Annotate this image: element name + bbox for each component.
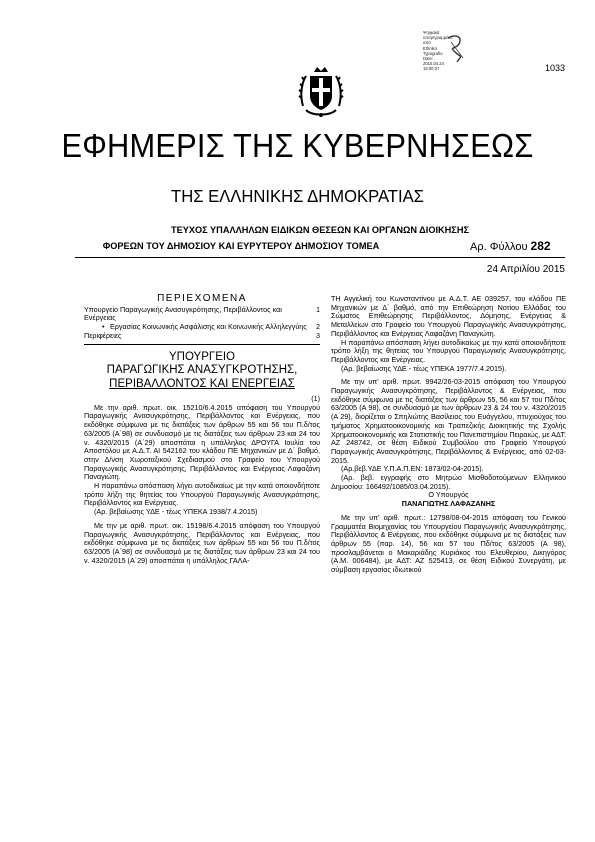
signatory-title: Ο Υπουργός [428, 490, 469, 500]
toc-entry-page: 1 [316, 304, 320, 314]
paragraph: Με την αριθ. πρωτ. οικ. 15210/6.4.2015 απόφαση του Υπουργού Παραγωγικής Ανασυγκρότησης, Περιβάλλοντος και Ενέργειας, που εκδόθηκε σύμφωνα με τις διατάξεις των άρθρων 55 και 56 του Π.δ/τος 63/2005 (Α΄98) σε συνδυασμό με τις διατάξεις των άρθρων 23 και 24 του ν. 4320/2015 (Α΄29) αποσπάται η υπάλληλος ΔΡΟΥΓΑ Ιουλία του Αποστόλου με Α.Δ.Τ. ΑΙ 542162 του κλάδου ΠΕ Μηχανικών με Δ΄ βαθμό, στην Δ/νση Χωροταξικού Σχεδιασμού στο Γραφείο του Υπουργού Παραγωγικής Ανασυγκρότησης, Περιβάλλοντος και Ενέργειας Λαφαζάνη Παναγιώτη. [84, 402, 320, 482]
issue-type-line1: ΤΕΥΧΟΣ ΥΠΑΛΛΗΛΩΝ ΕΙΔΙΚΩΝ ΘΕΣΕΩΝ ΚΑΙ ΟΡΓΑΝΩΝ ΔΙΟΙΚΗΣΗΣ [171, 225, 469, 235]
gazette-subtitle: ΤΗΣ ΕΛΛΗΝΙΚΗΣ ΔΗΜΟΚΡΑΤΙΑΣ [171, 186, 424, 206]
sheet-number-label: Αρ. Φύλλου [470, 241, 528, 253]
ministry-heading-line: ΥΠΟΥΡΓΕΙΟ [168, 350, 236, 363]
issue-date: 24 Απριλίου 2015 [486, 264, 565, 275]
left-column [84, 290, 320, 565]
paragraph: Η παραπάνω απόσπαση λήγει αυτοδικαίως με την κατά οποιονδήποτε τρόπο λήξη της θητείας του Υπουργού Παραγωγικής Ανασυγκρότησης, Περιβάλλοντος και Ενέργειας. [84, 481, 320, 508]
sheet-number [470, 239, 551, 253]
paragraph: ΤΗ Αγγελική του Κωνσταντίνου με Α.Δ.Τ. ΑΕ 039257, του κλάδου ΠΕ Μηχανικών με Δ΄ βαθμό, από την Επιθεώρηση Νοτίου Ελλάδας του Σώματος Επιθεώρησης Περιβάλλοντος, Δόμησης, Ενέργειας & Μεταλλείων στο Γραφείο του Υπουργού Παραγωγικής Ανασυγκρότησης, Περιβάλλοντος και Ενέργειας Λαφαζάνη Παναγιώτη. [331, 294, 566, 338]
stamp-line: Date: [423, 56, 434, 62]
paragraph: (Αρ. βεβαίωσης ΥΔΕ - τέως ΥΠΕΚΑ 1977/7.4.2015). [341, 363, 507, 373]
ministry-heading-line: ΠΑΡΑΓΩΓΙΚΗΣ ΑΝΑΣΥΓΚΡΟΤΗΣΗΣ, [106, 364, 298, 377]
sheet-number-value: 282 [530, 239, 551, 253]
paragraph: Με την υπ' αριθ. πρωτ.: 12798/08-04-2015 απόφαση του Γενικού Γραμματέα Βιομηχανίας του Υπουργείου Παραγωγικής Ανασυγκρότησης, Περιβάλλοντος & Ενέργειας, που εκδόθηκε σύμφωνα με τις διατάξεις των άρθρων 55 (παρ. 14), 56 και 57 του Πδ/τος 63/2005 (Α 98), προσλαμβάνεται ο Μακαριάδης Κυριάκος του Ελευθερίου, Δικηγόρος (Α.Μ. 006484), με ΑΔΤ: ΑΖ 525413, σε θέση Ειδικού Συνεργάτη, με σύμβαση εργασίας ιδιωτικού [331, 512, 566, 575]
paragraph: Με την με αριθ. πρωτ. οικ. 15198/6.4.2015 απόφαση του Υπουργού Παραγωγικής Ανασυγκρότησης, Περιβάλλοντος και Ενέργειας, που εκδόθηκε σύμφωνα με τις διατάξεις των άρθρων 55 και 56 του Π.δ/τος 63/2005 (Α΄98) σε συνδυασμό με τις διατάξεις των άρθρων 23 και 24 του ν. 4320/2015 (Α΄29) αποσπάται η υπάλληλος ΓΑΛΑ- [84, 520, 320, 565]
stamp-line: Ethniko [423, 45, 437, 51]
signatory-name: ΠΑΝΑΓΙΩΤΗΣ ΛΑΦΑΖΑΝΗΣ [401, 499, 496, 509]
signature-scribble-icon [445, 32, 467, 66]
stamp-line: 2015.04.24 [423, 61, 444, 67]
stamp-line: 15:00:37 [423, 66, 440, 72]
toc-entry[interactable] [84, 332, 320, 341]
stamp-line: υπογεγραμμένο [423, 35, 453, 41]
ministry-heading [84, 351, 320, 392]
bullet-icon: • [102, 322, 105, 332]
toc-entry-text: Εργασίας Κοινωνικής Ασφάλισης και Κοινωνικής Αλληλεγγύης [110, 322, 307, 332]
paragraph: (Αρ. βεβαίωσης ΥΔΕ - τέως ΥΠΕΚΑ 1938/7.4.2015) [94, 507, 258, 517]
stamp-line: Ψηφιακά [423, 30, 440, 35]
toc-entry-page: 2 [316, 322, 320, 332]
toc-entry-page: 3 [316, 330, 320, 340]
paragraph: Με την υπ' αριθ. πρωτ. 9942/26-03-2015 απόφαση του Υπουργού Παραγωγικής Ανασυγκρότησης, Περιβάλλοντος & Ενέργειας, που εκδόθηκε σύμφωνα με τις διατάξεις των άρθρων 55, 56 και 57 του Πδ/τος 63/2005 (Α 98), σε συνδυασμό με των άρθρων 23 & 24 του ν. 4320/2015 (Α 29), διορίζεται ο Σπηλιώτης Βασίλειος του Ευάγγελου, πτυχιούχος του τμήματος Χρηματοοικονομικής και Τραπεζικής Διοικητικής της Σχολής Χρηματοοικονομικής και Στατιστικής του Πανεπιστημίου Πειραιώς, με ΑΔΤ: ΑΖ 248742, σε θέση Ειδικού Συμβούλου στο Γραφείο Υπουργού Παραγωγικής Ανασυγκρότησης, Περιβάλλοντος & Ενέργειας, από 02-03-2015. [331, 377, 566, 465]
toc-divider [84, 344, 320, 345]
stamp-line: από [423, 40, 431, 46]
gazette-title: ΕΦΗΜΕΡΙΣ ΤΗΣ ΚΥΒΕΡΝΗΣΕΩΣ [61, 128, 534, 165]
toc-entry-text: Υπουργείο Παραγωγικής Ανασυγκρότησης, Περιβάλλοντος και Ενέργειας [84, 304, 282, 323]
toc-entry-text: Περιφέρειες [84, 330, 122, 340]
digital-signature-stamp [423, 30, 469, 70]
paragraph: (Αρ.βεβ.ΥΔΕ Υ.Π.Α.Π.ΕΝ: 1873/02-04-2015). [341, 464, 484, 474]
right-column [331, 295, 566, 575]
toc-title: ΠΕΡΙΕΧΟΜΕΝΑ [157, 293, 247, 304]
header-divider [75, 257, 565, 258]
toc-entry[interactable] [84, 323, 320, 332]
paragraph: Η παραπάνω απόσπαση λήγει αυτοδικαίως με την κατά οποιονδήποτε τρόπο λήξη της θητείας του Υπουργού Παραγωγικής Ανασυγκρότησης, Περιβάλλοντος και Ενέργειας. [331, 337, 566, 364]
stamp-line: Typografio [423, 50, 443, 56]
greek-coat-of-arms-icon [298, 62, 344, 122]
paragraph: (Αρ. βεβ. εγγραφής στο Μητρώο Μισθοδοτούμενων Ελληνικού Δημοσίου: 166492/1085/03.04.2015). [331, 473, 566, 491]
ministry-heading-line: ΠΕΡΙΒΑΛΛΟΝΤΟΣ ΚΑΙ ΕΝΕΡΓΕΙΑΣ [109, 377, 295, 390]
decision-number: (1) [311, 394, 320, 404]
page-number: 1033 [544, 63, 565, 73]
toc-entry[interactable] [84, 306, 320, 323]
issue-type-line2: ΦΟΡΕΩΝ ΤΟΥ ΔΗΜΟΣΙΟΥ ΚΑΙ ΕΥΡΥΤΕΡΟΥ ΔΗΜΟΣΙΟΥ ΤΟΜΕΑ [102, 241, 380, 251]
